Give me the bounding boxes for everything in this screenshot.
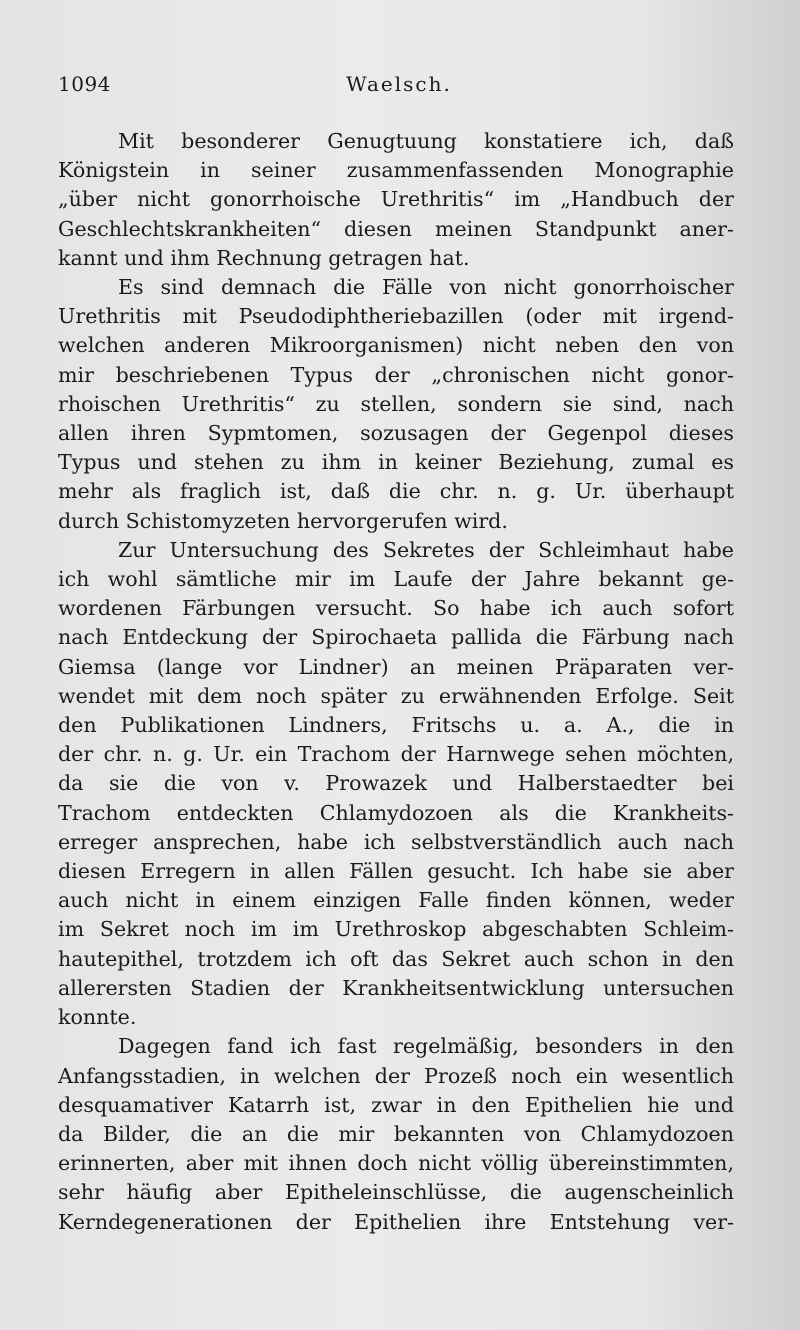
text-line: im Sekret noch im im Urethroskop abgeschabten Schleim- [58,917,734,942]
text-line: wendet mit dem noch später zu erwähnenden Erfolge. Seit [58,683,734,708]
text-line: Geschlechtskrankheiten“ diesen meinen Standpunkt aner- [58,216,734,241]
text-line: Anfangsstadien, in welchen der Prozeß noch ein wesentlich [58,1063,734,1088]
page-number: 1094 [58,72,111,96]
text-line: allerersten Stadien der Krankheitsentwicklung untersuchen [58,975,734,1000]
text-line: Urethritis mit Pseudodiphtheriebazillen (oder mit irgend- [58,304,734,329]
text-line: Giemsa (lange vor Lindner) an meinen Präparaten ver- [58,654,734,679]
text-line: der chr. n. g. Ur. ein Trachom der Harnwege sehen möchten, [58,742,734,767]
text-line: ich wohl sämtliche mir im Laufe der Jahre bekannt ge- [58,567,734,592]
text-line: erreger ansprechen, habe ich selbstverständlich auch nach [58,829,734,854]
text-line: Es sind demnach die Fälle von nicht gonorrhoischer [118,275,734,300]
text-line: Zur Untersuchung des Sekretes der Schleimhaut habe [118,537,734,562]
text-line: rhoischen Urethritis“ zu stellen, sondern sie sind, nach [58,391,734,416]
text-line: Mit besonderer Genugtuung konstatiere ich, daß [118,129,734,153]
text-line: da Bilder, die an die mir bekannten von Chlamydozoen [58,1121,734,1146]
text-line: Dagegen fand ich fast regelmäßig, besonders in den [118,1034,734,1059]
text-line: Typus und stehen zu ihm in keiner Beziehung, zumal es [58,450,734,475]
text-line: wordenen Färbungen versucht. So habe ich auch sofort [58,596,734,621]
text-line: Königstein in seiner zusammenfassenden Monographie [58,158,734,183]
text-line: nach Entdeckung der Spirochaeta pallida die Färbung nach [58,625,734,650]
text-line: desquamativer Katarrh ist, zwar in den Epithelien hie und [58,1092,734,1117]
text-line: Kerndegenerationen der Epithelien ihre Entstehung ver- [58,1209,734,1234]
text-line: da sie die von v. Prowazek und Halberstaedter bei [58,771,734,796]
text-line: sehr häufig aber Epitheleinschlüsse, die augenscheinlich [58,1180,734,1205]
text-line: hautepithel, trotzdem ich oft das Sekret auch schon in den [58,946,734,971]
paragraph [58,273,734,536]
text-line: „über nicht gonorrhoische Urethritis“ im „Handbuch der [58,187,734,212]
text-line: durch Schistomyzeten hervorgerufen wird. [58,508,508,533]
running-head: Waelsch. [346,72,452,96]
text-line: erinnerten, aber mit ihnen doch nicht völlig übereinstimmten, [58,1151,734,1176]
paragraph [58,1032,734,1236]
text-line: Trachom entdeckten Chlamydozoen als die Krankheits- [58,800,734,825]
body-text [58,127,734,1237]
text-line: mehr als fraglich ist, daß die chr. n. g. Ur. überhaupt [58,479,734,504]
text-line: auch nicht in einem einzigen Falle finden können, weder [58,888,734,913]
text-line: mir beschriebenen Typus der „chronischen nicht gonor- [58,362,734,387]
text-line: konnte. [58,1005,137,1030]
paragraph [58,127,734,273]
paragraph [58,536,734,1032]
text-line: allen ihren Sypmtomen, sozusagen der Gegenpol dieses [58,421,734,446]
text-line: welchen anderen Mikroorganismen) nicht neben den von [58,333,734,358]
text-line: diesen Erregern in allen Fällen gesucht. Ich habe sie aber [58,859,734,884]
text-line: den Publikationen Lindners, Fritschs u. a. A., die in [58,713,734,738]
text-line: kannt und ihm Rechnung getragen hat. [58,245,470,270]
page-header [58,72,740,102]
